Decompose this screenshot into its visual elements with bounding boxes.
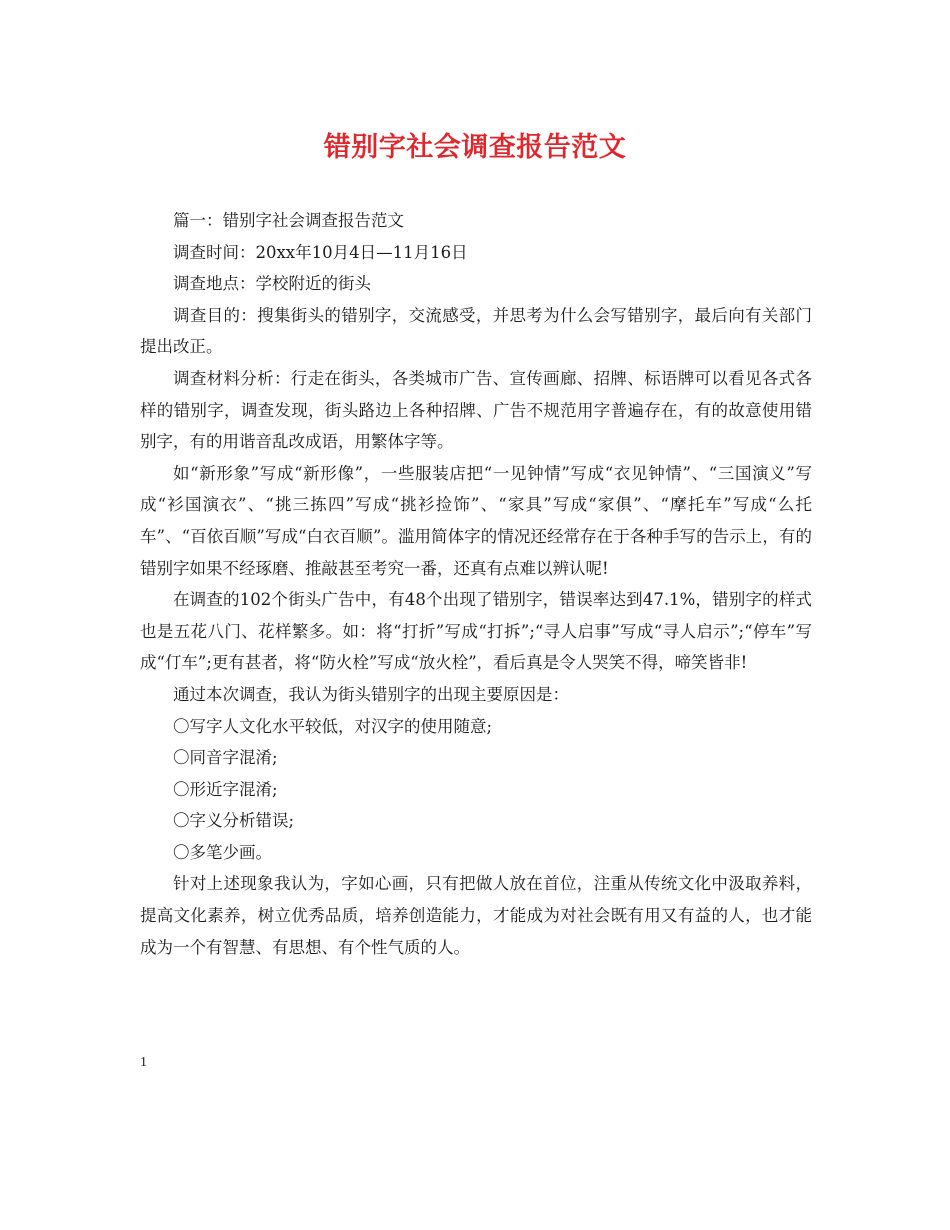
page-number: 1 — [140, 1055, 147, 1070]
document-title: 错别字社会调查报告范文 — [323, 132, 627, 163]
paragraph-material-analysis: 调查材料分析：行走在街头，各类城市广告、宣传画廊、招牌、标语牌可以看见各式各样的错别字，调查发现，街头路边上各种招牌、广告不规范用字普遍存在，有的故意使用错别字，有的用谐音乱改成语，用繁体字等。 — [140, 368, 812, 452]
paragraph-statistics: 在调查的102个街头广告中，有48个出现了错别字，错误率达到47.1%，错别字的样式也是五花八门、花样繁多。如：将“打折”写成“打拆”;“寻人启事”写成“寻人启示”;“停车”写成“仃车”;更有甚者，将“防火栓”写成“放火栓”，看后真是令人哭笑不得，啼笑皆非! — [140, 590, 812, 673]
list-item-cause-3: 〇形近字混淆; — [173, 779, 278, 799]
paragraph-examples: 如“新形象”写成“新形像”，一些服装店把“一见钟情”写成“衣见钟情”、“三国演义”写成“衫国演衣”、“挑三拣四”写成“挑衫捡饰”、“家具”写成“家俱”、“摩托车”写成“么托车”、“百依百顺”写成“白衣百顺”。滥用简体字的情况还经常存在于各种手写的告示上，有的错别字如果不经琢磨、推敲甚至考究一番，还真有点难以辨认呢! — [140, 463, 812, 578]
paragraph-survey-location: 调查地点：学校附近的街头 — [173, 274, 371, 294]
paragraph-survey-purpose: 调查目的：搜集街头的错别字，交流感受，并思考为什么会写错别字，最后向有关部门提出改正。 — [140, 305, 812, 357]
list-item-cause-1: 〇写字人文化水平较低，对汉字的使用随意; — [173, 716, 493, 736]
list-item-cause-4: 〇字义分析错误; — [173, 811, 295, 831]
list-item-cause-5: 〇多笔少画。 — [173, 842, 272, 862]
list-item-cause-2: 〇同音字混淆; — [173, 748, 278, 768]
paragraph-causes-intro: 通过本次调查，我认为街头错别字的出现主要原因是： — [173, 684, 569, 704]
paragraph-survey-time: 调查时间：20xx年10月4日—11月16日 — [173, 242, 468, 262]
paragraph-conclusion: 针对上述现象我认为，字如心画，只有把做人放在首位，注重从传统文化中汲取养料，提高文化素养，树立优秀品质，培养创造能力，才能成为对社会既有用又有益的人，也才能成为一个有智慧、有思想、有个性气质的人。 — [140, 874, 812, 957]
paragraph-section-heading: 篇一：错别字社会调查报告范文 — [173, 211, 404, 230]
document-body — [140, 205, 812, 963]
